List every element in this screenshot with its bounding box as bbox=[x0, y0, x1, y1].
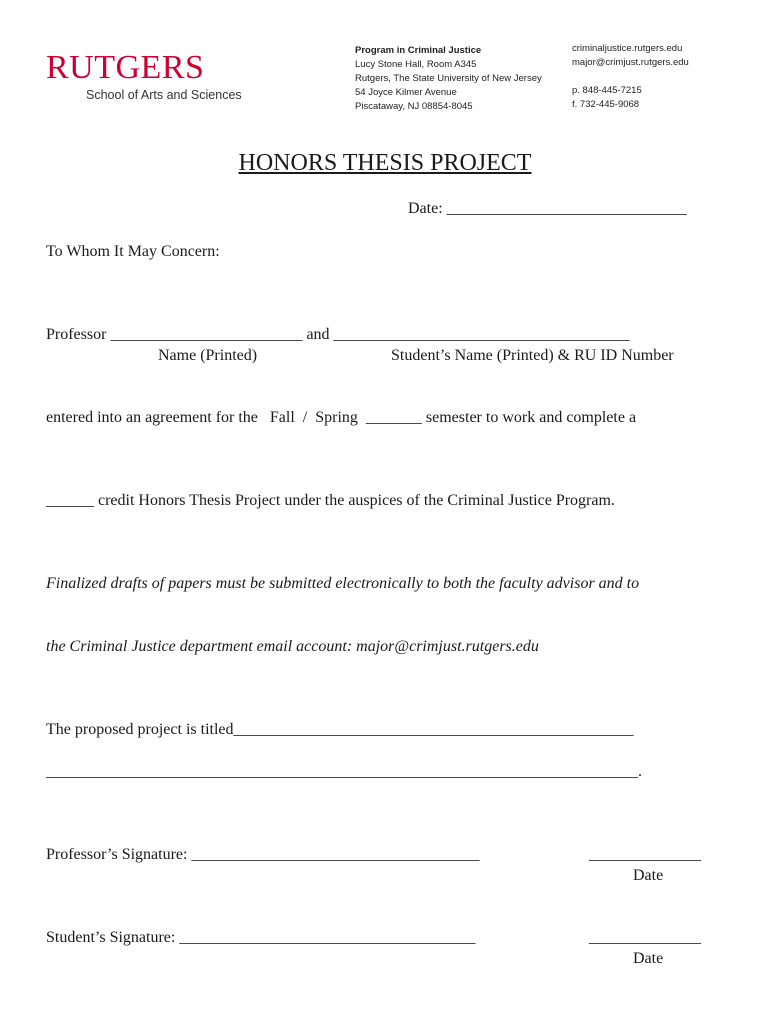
professor-date-label: Date bbox=[633, 867, 664, 884]
form-title: HONORS THESIS PROJECT bbox=[238, 150, 532, 176]
project-title-field-continued[interactable]: __________________________________________________________________________. bbox=[46, 763, 642, 780]
address-line: Lucy Stone Hall, Room A345 bbox=[355, 59, 477, 70]
address-line: 54 Joyce Kilmer Avenue bbox=[355, 87, 457, 98]
professor-student-field[interactable]: Professor ________________________ and _____________________________________ bbox=[46, 326, 630, 343]
professor-signature-field[interactable]: Professor’s Signature: ____________________________________ bbox=[46, 846, 480, 863]
rutgers-logo bbox=[46, 49, 242, 102]
student-date-field[interactable]: ______________ bbox=[589, 929, 701, 946]
project-title-field[interactable]: The proposed project is titled__________________________________________________ bbox=[46, 721, 634, 738]
submission-note: Finalized drafts of papers must be submitted electronically to both the faculty advisor and to bbox=[46, 575, 640, 592]
salutation: To Whom It May Concern: bbox=[46, 243, 220, 260]
contact-info bbox=[572, 42, 689, 112]
form-title-wrap bbox=[0, 150, 770, 177]
phone-number: p. 848-445-7215 bbox=[572, 85, 642, 96]
department-address bbox=[355, 44, 542, 114]
credit-field[interactable]: ______ credit Honors Thesis Project under the auspices of the Criminal Justice Program. bbox=[46, 492, 615, 509]
address-line: Piscataway, NJ 08854-8045 bbox=[355, 101, 473, 112]
semester-field[interactable]: entered into an agreement for the Fall / Spring _______ semester to work and complete a bbox=[46, 409, 637, 426]
date-field[interactable]: Date: ______________________________ bbox=[408, 200, 687, 217]
website-link[interactable]: criminaljustice.rutgers.edu bbox=[572, 43, 683, 54]
student-name-label: Student’s Name (Printed) & RU ID Number bbox=[391, 347, 674, 364]
professor-date-field[interactable]: ______________ bbox=[589, 846, 701, 863]
submission-note-email: the Criminal Justice department email account: major@crimjust.rutgers.edu bbox=[46, 638, 539, 655]
fax-number: f. 732-445-9068 bbox=[572, 99, 640, 110]
logo-subtitle: School of Arts and Sciences bbox=[86, 88, 242, 102]
student-signature-field[interactable]: Student’s Signature: _____________________________________ bbox=[46, 929, 476, 946]
professor-name-label: Name (Printed) bbox=[158, 347, 258, 364]
logo-wordmark: RUTGERS bbox=[46, 49, 205, 86]
program-name: Program in Criminal Justice bbox=[355, 45, 482, 56]
email-link[interactable]: major@crimjust.rutgers.edu bbox=[572, 57, 689, 68]
student-date-label: Date bbox=[633, 950, 664, 967]
address-line: Rutgers, The State University of New Jersey bbox=[355, 73, 542, 84]
